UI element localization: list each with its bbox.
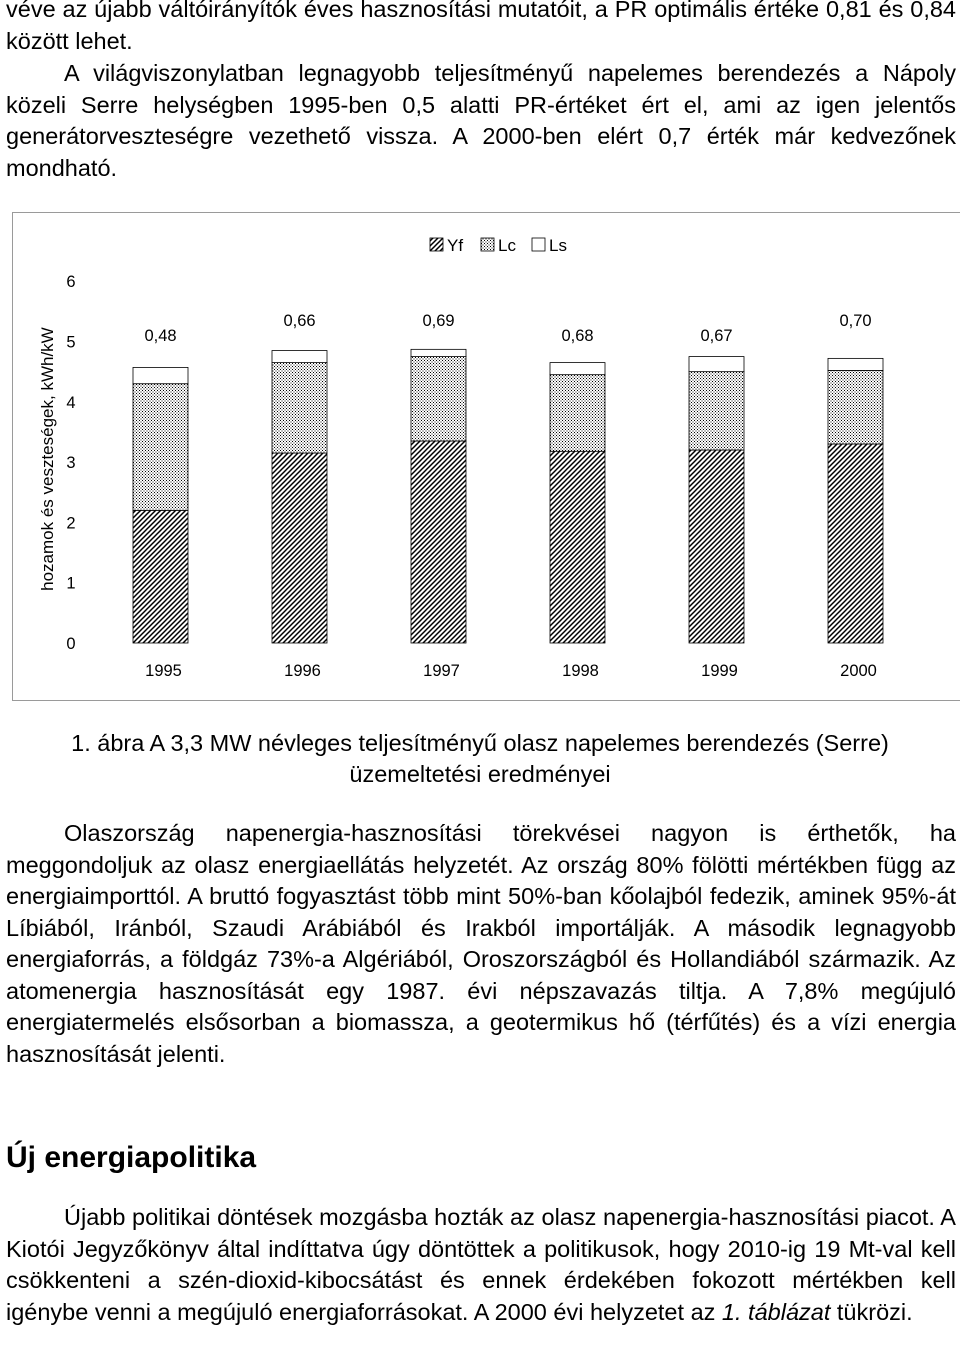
paragraph-new-policy-text: Újabb politikai döntések mozgásba hozták az olasz napenergia-hasznosítási piacot. A Kiotói Jegyzőkönyv által indíttatva úgy döntöttek a politikusok, hogy 2010-ig 19 Mt-val kell csökkenteni a szén-dioxid-kibocsátást és ennek érdekében fokozott mértékben kell igénybe venni a megújuló energiaforrásokat. A 2000 évi helyzetet az	[6, 1204, 956, 1325]
bar-ls-2000	[828, 358, 883, 370]
bar-lc-1999	[689, 372, 744, 450]
y-axis-label: hozamok és veszteségek, kWh/kW	[38, 327, 57, 591]
bar-lc-1996	[272, 363, 327, 453]
bar-lc-1997	[411, 357, 466, 441]
y-tick-label: 5	[66, 333, 76, 352]
y-tick-label: 4	[66, 393, 76, 412]
x-tick-label: 1998	[562, 662, 599, 680]
legend-label-lc: Lc	[498, 236, 516, 255]
bars	[133, 349, 883, 643]
x-axis	[145, 662, 877, 680]
bar-ls-1997	[411, 349, 466, 356]
paragraph-new-policy	[6, 1202, 956, 1328]
bar-yf-1999	[689, 450, 744, 643]
y-tick-label: 6	[66, 273, 76, 292]
data-labels	[144, 312, 871, 345]
bar-yf-1997	[411, 441, 466, 643]
bar-lc-1995	[133, 384, 188, 511]
data-label-1996: 0,66	[283, 312, 316, 330]
section-heading: Új energiapolitika	[6, 1141, 257, 1174]
y-axis	[38, 273, 76, 653]
figure-caption: 1. ábra A 3,3 MW névleges teljesítményű olasz napelemes berendezés (Serre) üzemeltetési eredményei	[71, 730, 889, 787]
x-tick-label: 1995	[145, 662, 182, 680]
legend-swatch-yf	[430, 238, 443, 251]
data-label-1998: 0,68	[561, 327, 594, 345]
bar-yf-2000	[828, 444, 883, 643]
bar-ls-1999	[689, 357, 744, 372]
bar-ls-1998	[550, 363, 605, 375]
bar-yf-1996	[272, 453, 327, 643]
x-tick-label: 2000	[840, 662, 877, 680]
performance-chart	[13, 213, 960, 702]
x-tick-label: 1997	[423, 662, 460, 680]
legend-label-yf: Yf	[447, 236, 464, 255]
bar-lc-1998	[550, 375, 605, 452]
data-label-2000: 0,70	[839, 312, 872, 330]
bar-yf-1998	[550, 451, 605, 643]
data-label-1999: 0,67	[700, 327, 733, 345]
y-tick-label: 0	[66, 635, 76, 653]
x-tick-label: 1996	[284, 662, 321, 680]
legend-label-ls: Ls	[549, 236, 567, 255]
paragraph-serre: A világviszonylatban legnagyobb teljesítményű napelemes berendezés a Nápoly közeli Serre helységben 1995-ben 0,5 alatti PR-értéket ért el, ami az igen jelentős generátorveszteségre vezethető vissza. A 2000-ben elért 0,7 érték már kedvezőnek mondható.	[6, 60, 956, 181]
legend-swatch-ls	[532, 238, 545, 251]
y-tick-label: 2	[66, 514, 76, 533]
chart-frame	[12, 212, 960, 701]
paragraph-italy-energy: Olaszország napenergia-hasznosítási törekvései nagyon is érthetők, ha meggondoljuk az olasz energiaellátás helyzetét. Az ország 80% fölötti mértékben függ az energiaimporttól. A bruttó fogyasztást több mint 50%-ban kőolajból fedezik, aminek 95%-át Líbiából, Iránból, Szaudi Arábiából és Irakból importálják. A második legnagyobb energiaforrás, a földgáz 73%-a Algériából, Oroszországból és Hollandiából származik. Az atomenergia hasznosítását egy 1987. évi népszavazás tiltja. A 7,8% megújuló energiatermelés elsősorban a biomassza, a geotermikus hő (térfűtés) és a vízi energia hasznosítását jelenti.	[6, 820, 956, 1067]
table-reference: 1. táblázat	[721, 1298, 831, 1325]
paragraph-intro: véve az újabb váltóirányítók éves hasznosítási mutatóit, a PR optimális értéke 0,81 és 0,84 között lehet.	[6, 0, 956, 54]
x-tick-label: 1999	[701, 662, 738, 680]
bar-yf-1995	[133, 510, 188, 643]
bar-lc-2000	[828, 370, 883, 444]
bar-ls-1996	[272, 351, 327, 363]
bar-ls-1995	[133, 367, 188, 383]
data-label-1995: 0,48	[144, 327, 177, 345]
y-tick-label: 1	[66, 574, 76, 593]
chart-legend	[430, 236, 567, 255]
paragraph-new-policy-end: tükrözi.	[830, 1298, 913, 1325]
y-tick-label: 3	[66, 454, 76, 473]
legend-swatch-lc	[481, 238, 494, 251]
data-label-1997: 0,69	[422, 312, 455, 330]
